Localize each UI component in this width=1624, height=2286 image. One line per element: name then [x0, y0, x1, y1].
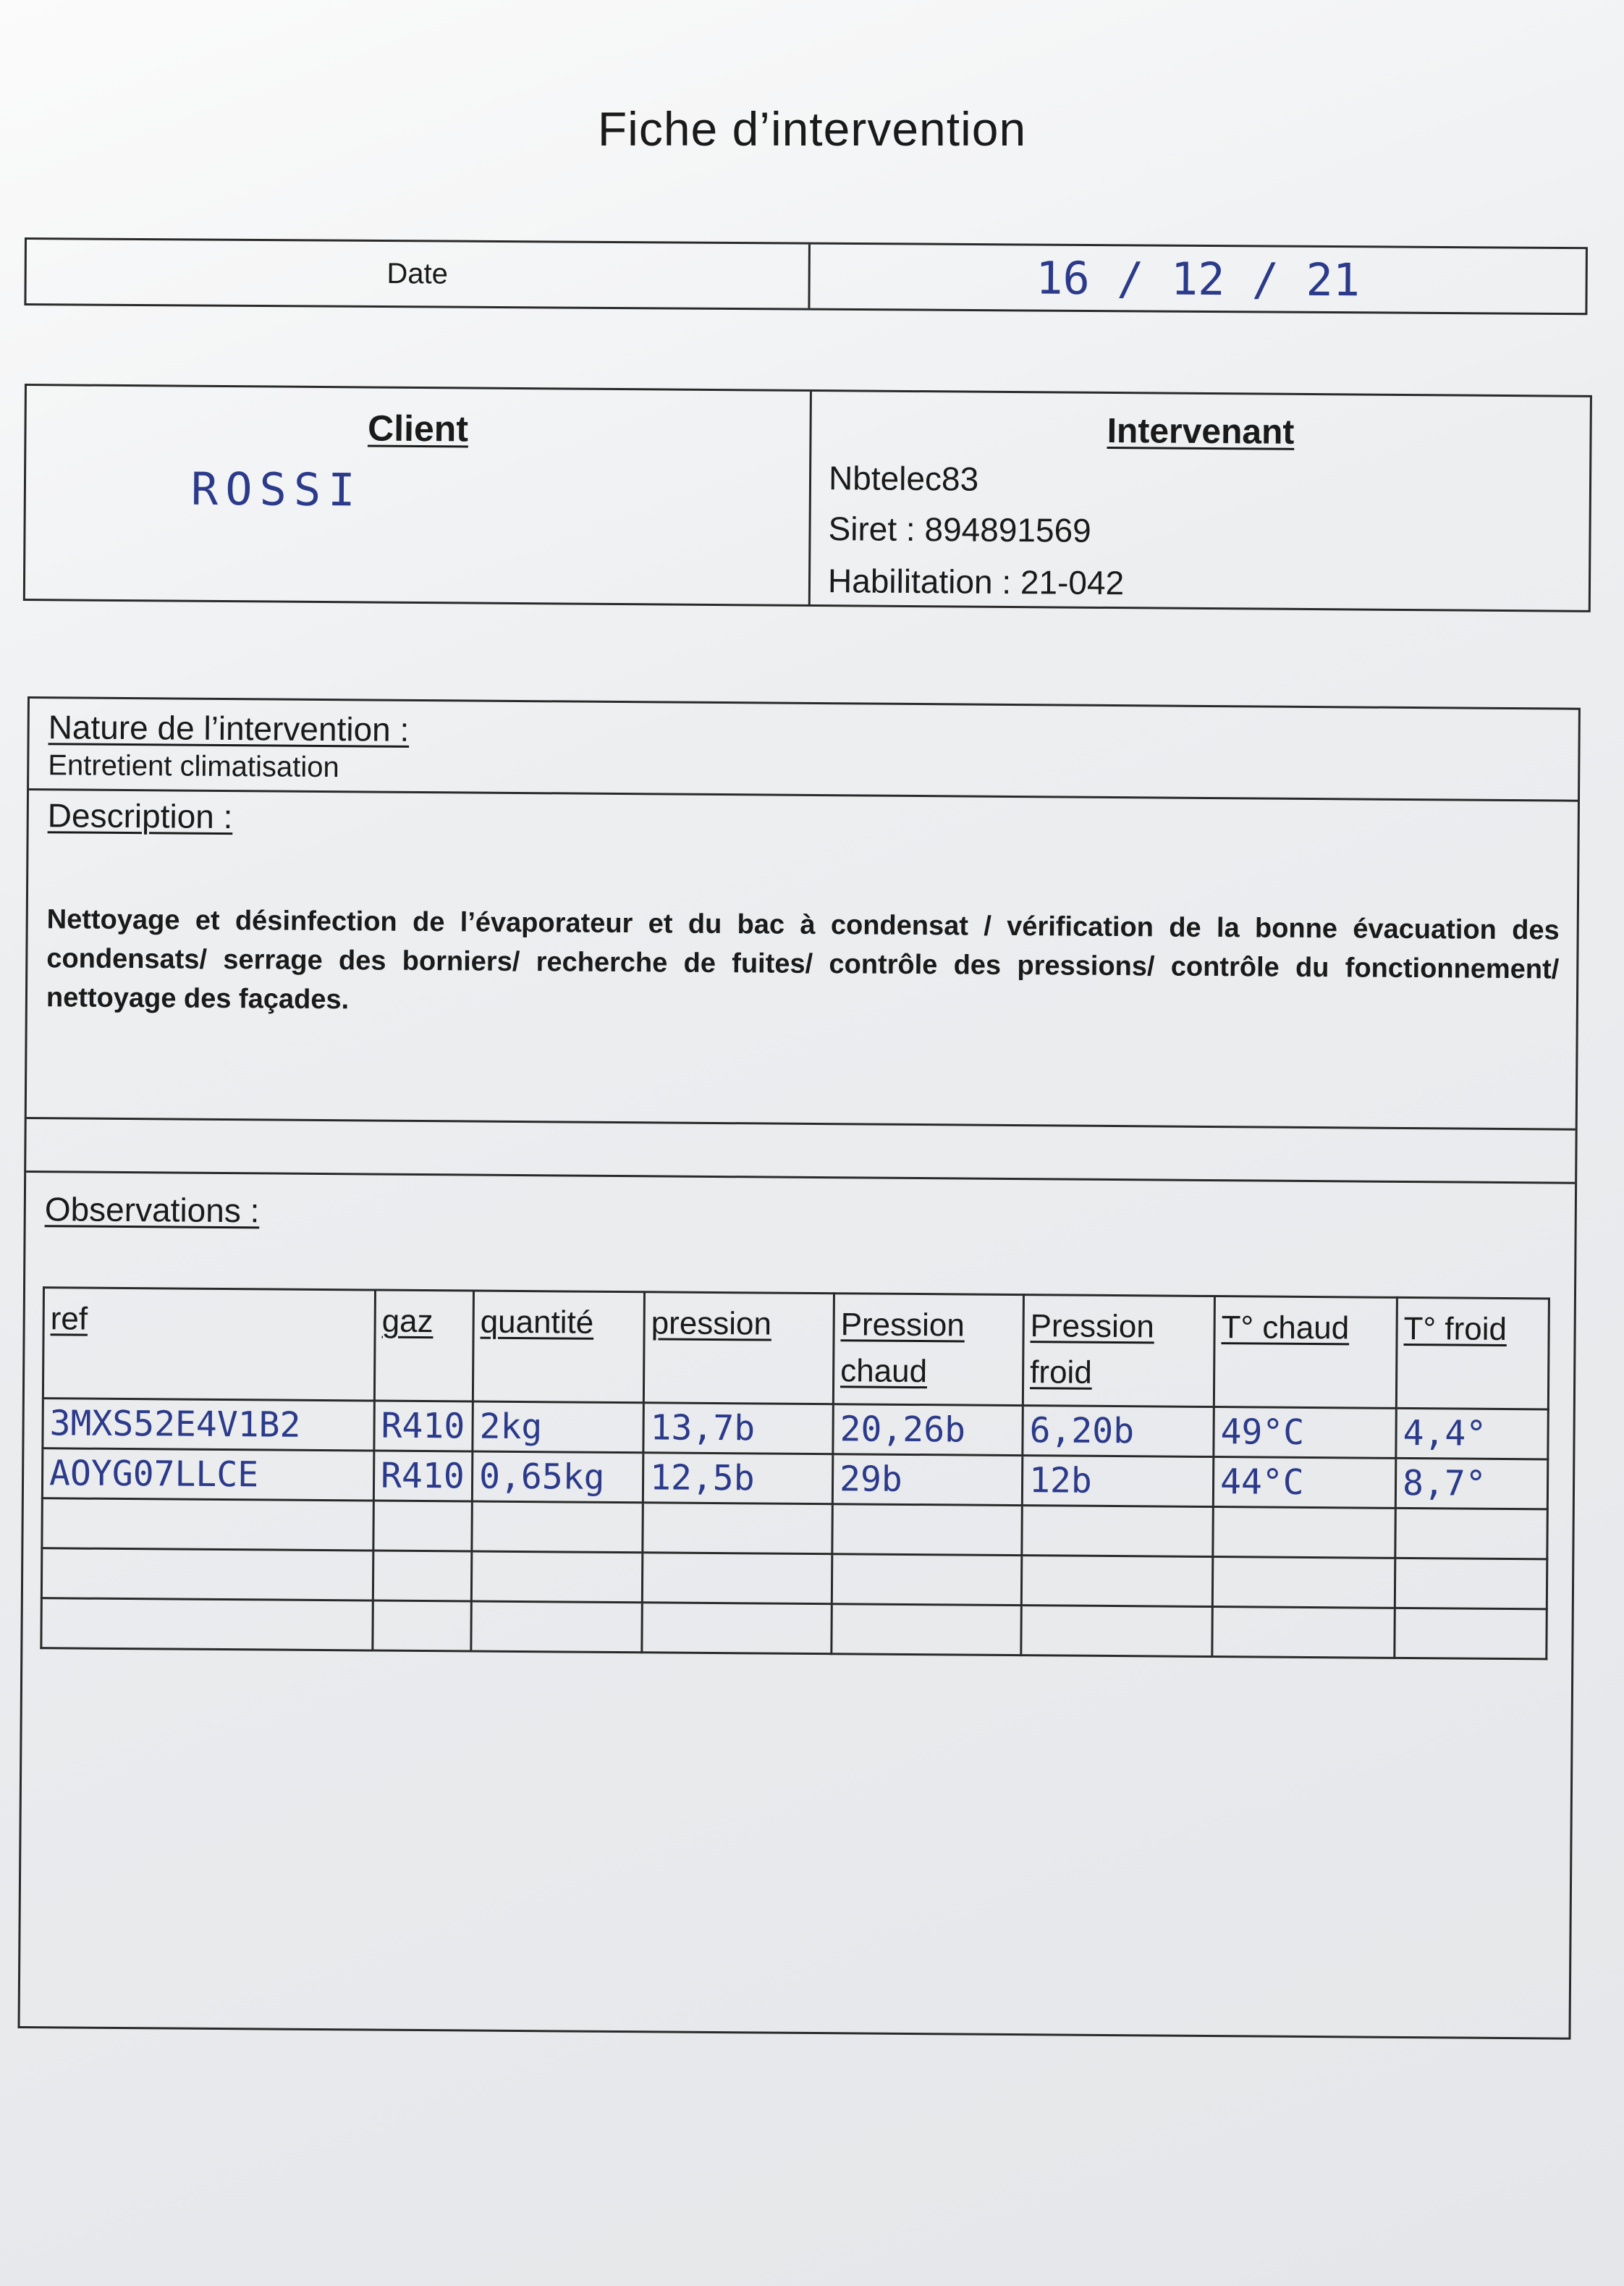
table-cell [42, 1498, 373, 1551]
table-cell [373, 1551, 472, 1601]
divider [27, 1117, 1576, 1131]
intervenant-section [811, 392, 1590, 610]
table-cell: 49°C [1214, 1407, 1396, 1459]
observations-label: Observations : [44, 1190, 260, 1230]
intervention-block [18, 696, 1581, 2040]
table-cell [832, 1604, 1021, 1656]
date-label: Date [26, 240, 811, 308]
table-row [41, 1598, 1547, 1659]
table-header-row [43, 1288, 1549, 1409]
table-cell [471, 1551, 642, 1603]
divider [29, 788, 1578, 802]
nature-value: Entretient climatisation [48, 749, 339, 784]
column-header: Pression froid [1023, 1295, 1214, 1407]
column-header: ref [43, 1288, 375, 1401]
column-header: Pression chaud [833, 1294, 1023, 1406]
table-cell [1395, 1558, 1547, 1609]
page-title: Fiche d’intervention [597, 102, 1027, 156]
date-value: 16 / 12 / 21 [1035, 251, 1361, 306]
client-label: Client [367, 408, 469, 450]
table-cell [41, 1548, 373, 1600]
table-cell [1395, 1508, 1548, 1559]
client-name: ROSSI [190, 462, 363, 517]
table-cell [1021, 1606, 1212, 1657]
table-cell: 12b [1022, 1456, 1213, 1507]
column-header: gaz [374, 1290, 473, 1401]
intervenant-siret: Siret : 894891569 [828, 510, 1091, 549]
intervenant-label: Intervenant [1107, 411, 1295, 452]
intervenant-company: Nbtelec83 [828, 459, 979, 498]
observations-table [40, 1286, 1550, 1660]
table-cell [1212, 1557, 1395, 1608]
table-cell: 20,26b [833, 1404, 1023, 1456]
table-cell [373, 1501, 473, 1551]
table-cell: 13,7b [643, 1403, 833, 1454]
table-cell: 12,5b [643, 1453, 832, 1504]
description-label: Description : [47, 796, 233, 836]
table-cell [1213, 1507, 1395, 1559]
intervenant-habilitation: Habilitation : 21-042 [827, 562, 1125, 602]
description-text: Nettoyage et désinfection de l’évaporateur et du bac à condensat / vérification de la bonne évacuation des condensats/ serrage des borniers/ recherche de fuites/ contrôle des pressions/ contrôle du fonctionnement/ nettoyage des façades. [46, 904, 1560, 1016]
column-header: quantité [473, 1291, 644, 1403]
table-cell [1022, 1506, 1213, 1557]
table-cell [642, 1553, 832, 1604]
table-cell: 3MXS52E4V1B2 [43, 1399, 374, 1451]
table-cell: 6,20b [1023, 1406, 1214, 1457]
date-row [24, 237, 1588, 315]
client-section [25, 386, 812, 604]
table-cell: 8,7° [1395, 1458, 1548, 1509]
column-header: T° chaud [1214, 1296, 1397, 1409]
table-cell [642, 1603, 832, 1654]
table-cell [41, 1598, 373, 1650]
column-header: pression [643, 1292, 834, 1404]
client-intervenant-box [23, 384, 1592, 612]
table-cell: 4,4° [1396, 1408, 1549, 1459]
table-cell [832, 1554, 1021, 1606]
table-cell [471, 1601, 642, 1653]
table-cell: 29b [832, 1454, 1022, 1506]
table-cell [643, 1503, 832, 1554]
nature-label: Nature de l’intervention : [48, 708, 410, 748]
table-cell: AOYG07LLCE [42, 1448, 373, 1501]
table-cell [1395, 1608, 1547, 1659]
divider [26, 1171, 1575, 1184]
table-cell [373, 1600, 472, 1651]
table-cell: R410 [373, 1451, 473, 1501]
table-cell [1021, 1556, 1212, 1607]
table-cell [832, 1504, 1022, 1556]
column-header: T° froid [1396, 1297, 1549, 1409]
table-cell: R410 [374, 1401, 473, 1451]
table-cell: 2kg [473, 1401, 643, 1453]
table-cell [472, 1501, 643, 1553]
table-cell [1212, 1607, 1395, 1658]
table-cell: 0,65kg [472, 1451, 643, 1503]
table-cell: 44°C [1213, 1457, 1395, 1509]
